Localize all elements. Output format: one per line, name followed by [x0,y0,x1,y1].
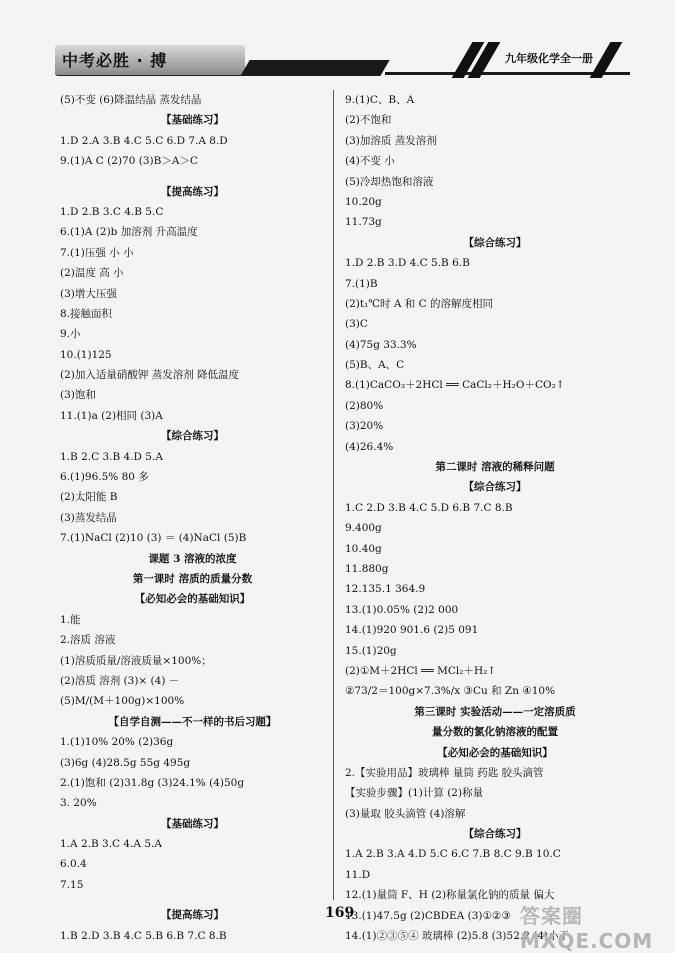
answer-line: 1.A 2.B 3.A 4.D 5.C 6.C 7.B 8.C 9.B 10.C [345,848,561,861]
left-column [60,90,325,946]
section-heading: 【必知必会的基础知识】 [437,746,553,759]
answer-line: 1.D 2.B 3.D 4.C 5.B 6.B [345,257,470,270]
answer-line: 9.小 [60,328,81,341]
answer-line: 13.(1)0.05% (2)2 000 [345,603,459,616]
answer-line: (5)冷却热饱和溶液 [345,175,434,188]
answer-line: 6.0.4 [60,858,87,871]
section-heading: 【综合练习】 [463,481,527,494]
answer-line: 11.(1)a (2)相同 (3)A [60,409,163,422]
answer-line: 8.接触面积 [60,307,113,320]
answer-line: 15.(1)20g [345,644,397,657]
answer-line: (2)t₁℃时 A 和 C 的溶解度相同 [345,297,494,310]
answer-line: 1.B 2.C 3.B 4.D 5.A [60,450,163,463]
answer-line: 11.880g [345,562,389,575]
subject-label: 九年级化学全一册 [505,52,593,65]
answer-line: (4)26.4% [345,440,394,453]
answer-line: 7.(1)压强 小 小 [60,246,134,259]
page-number: 169 [325,905,355,921]
answer-line: (2)溶质 溶剂 (3)× (4) － [60,674,180,687]
section-heading: 【综合练习】 [161,430,224,443]
answer-line: 1.(1)10% 20% (2)36g [60,736,174,749]
answer-line: (1)溶质质量/溶液质量×100%； [60,654,212,667]
answer-line: (3)6g (4)28.5g 55g 495g [60,756,191,769]
section-heading: 【必知必会的基础知识】 [134,593,251,606]
answer-line: (2)不饱和 [345,114,392,127]
answer-line: (2)80% [345,399,384,412]
page-header [0,0,675,95]
answer-line: (2)太阳能 B [60,491,118,504]
answer-line: 1.能 [60,613,81,626]
answer-line: 6.(1)96.5% 80 多 [60,471,149,484]
answer-line: 2.(1)饱和 (2)31.8g (3)24.1% (4)50g [60,776,245,789]
answer-line: 7.(1)NaCl (2)10 (3) ＝ (4)NaCl (5)B [60,532,247,545]
section-heading: 【综合练习】 [463,236,527,249]
answer-line: 14.(1)②③⑤④ 玻璃棒 (2)5.8 (3)52.2 (4)小于 [345,930,570,943]
section-heading: 【基础练习】 [161,114,224,127]
answer-line: 【实验步骤】(1)计算 (2)称量 [345,787,484,800]
answer-line: ②73/2＝100g×7.3%/x ③Cu 和 Zn ④10% [345,685,556,698]
answer-line: 11.73g [345,216,382,229]
answer-line: 10.(1)125 [60,348,112,361]
book-title: 中考必胜 · 搏 [62,51,168,70]
column-divider [333,90,334,900]
answer-line: 1.D 2.B 3.C 4.B 5.C [60,205,164,218]
section-heading: 【提高练习】 [161,185,224,198]
answer-line: 1.B 2.D 3.B 4.C 5.B 6.B 7.C 8.B [60,929,227,942]
answer-line: 9.(1)C、B、A [345,94,415,106]
answer-line: (3)蒸发结晶 [60,511,117,524]
answer-line: 13.(1)47.5g (2)CBDEA (3)①②③ [345,909,511,922]
answer-line: (5)不变 (6)降温结晶 蒸发结晶 [60,94,202,106]
section-heading: 量分数的氯化钠溶液的配置 [432,726,558,739]
answer-line: 6.(1)A (2)b 加溶剂 升高温度 [60,226,198,239]
answer-line: (3)增大压强 [60,287,117,300]
answer-line: (3)量取 胶头滴管 (4)溶解 [345,807,466,820]
answer-line: 2.【实验用品】玻璃棒 量筒 药匙 胶头滴管 [345,766,544,779]
answer-line: 11.D [345,868,371,881]
watermark: 答案圈 MXQE.COM [520,904,654,953]
section-heading: 第二课时 溶液的稀释问题 [435,461,555,474]
answer-line: 10.20g [345,195,382,208]
section-heading: 第一课时 溶质的质量分数 [132,572,253,585]
answer-line: 9.400g [345,522,382,535]
section-heading: 第三课时 实验活动——一定溶质质 [414,705,576,718]
answer-line: (2)①M＋2HCl ══ MCl₂＋H₂↑ [345,664,497,677]
section-heading: 【自学自测——不一样的书后习题】 [108,715,277,728]
answer-line: 7.(1)B [345,277,378,290]
answer-line: 10.40g [345,542,382,555]
banner-stroke [240,60,389,76]
answer-line: (2)温度 高 小 [60,267,124,280]
answer-line: 8.(1)CaCO₃＋2HCl ══ CaCl₂＋H₂O＋CO₂↑ [345,379,565,392]
section-heading: 【提高练习】 [161,909,224,922]
answer-line: 2.溶质 溶液 [60,634,116,647]
answer-line: 12.(1)量筒 F、H (2)称量氯化钠的质量 偏大 [345,889,555,902]
answer-line: 3. 20% [60,797,97,810]
answer-line [60,895,325,905]
section-heading: 【基础练习】 [161,817,224,830]
section-heading: 【综合练习】 [463,828,527,841]
right-column [345,90,645,946]
answer-line: 1.A 2.B 3.C 4.A 5.A [60,838,162,851]
answer-line: (5)B、A、C [345,359,405,372]
answer-line: (4)75g 33.3% [345,338,417,351]
answer-line: 9.(1)A C (2)70 (3)B＞A＞C [60,155,198,168]
answer-line: (2)加入适量硝酸钾 蒸发溶剂 降低温度 [60,369,240,382]
answer-line [60,172,325,182]
section-heading: 课题 3 溶液的浓度 [148,552,237,565]
answer-line: (3)20% [345,420,384,433]
answer-line: (3)加溶质 蒸发溶剂 [345,134,437,147]
answer-line: (5)M/(M＋100g)×100% [60,695,185,708]
answer-line: 12.135.1 364.9 [345,583,426,596]
answer-line: 1.D 2.A 3.B 4.C 5.C 6.D 7.A 8.D [60,134,228,147]
answer-line: (3)饱和 [60,389,96,402]
answer-line: (4)不变 小 [345,155,395,168]
answer-line: 14.(1)920 901.6 (2)5 091 [345,624,479,637]
answer-line: 1.C 2.D 3.B 4.C 5.D 6.B 7.C 8.B [345,501,513,514]
answer-line: (3)C [345,318,368,331]
answer-line: 7.15 [60,878,84,891]
